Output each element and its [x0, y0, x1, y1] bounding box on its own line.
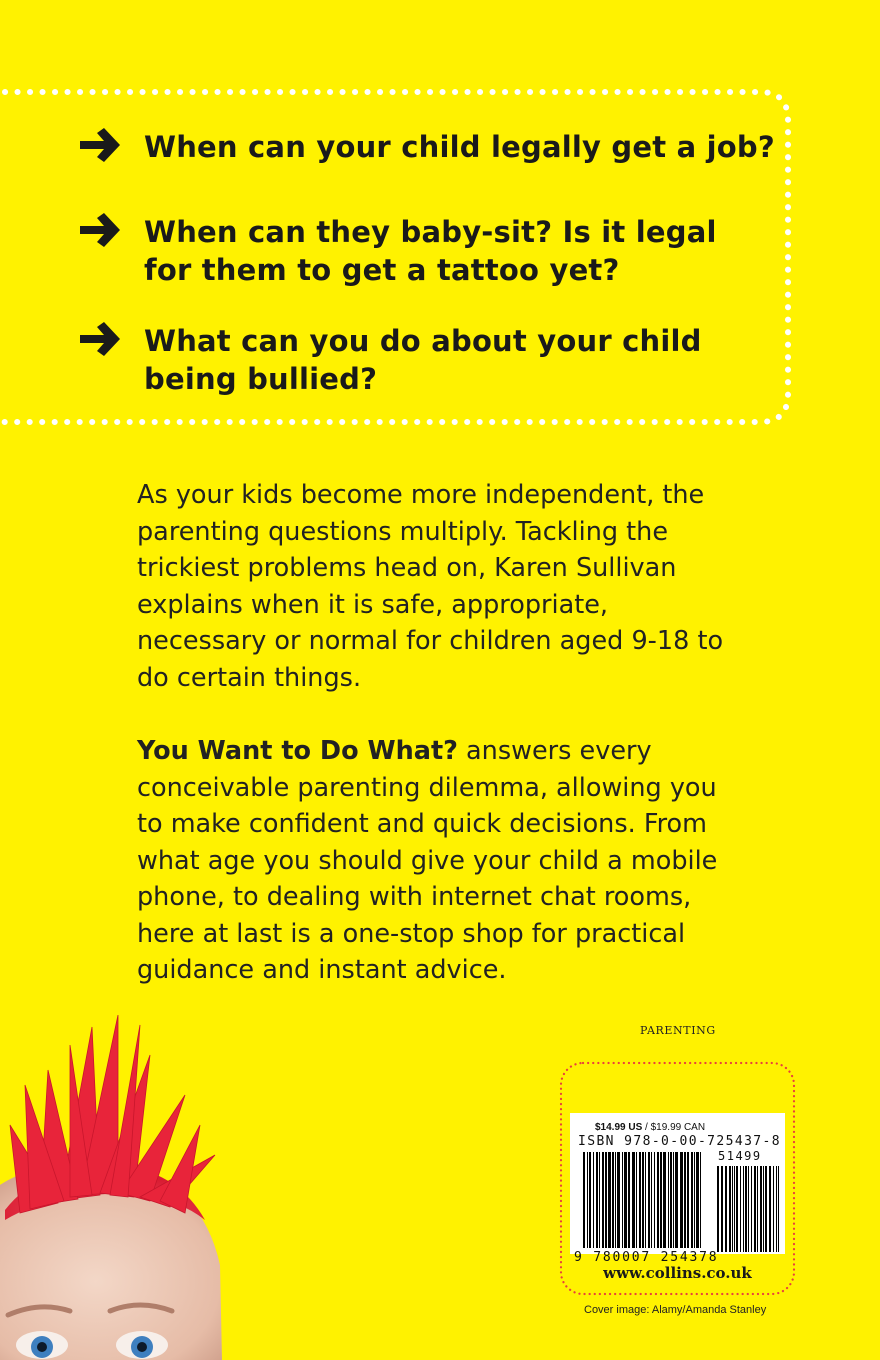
barcode-bar	[668, 1152, 669, 1248]
barcode-addon-bar	[717, 1166, 719, 1252]
isbn-text: ISBN 978-0-00-725437-8	[578, 1134, 781, 1149]
barcode-addon-bar	[748, 1166, 749, 1252]
barcode-bar	[691, 1152, 693, 1248]
barcode-bar	[615, 1152, 616, 1248]
barcode-addon-bar	[736, 1166, 738, 1252]
barcode-bar	[700, 1152, 701, 1248]
cover-image-credit: Cover image: Alamy/Amanda Stanley	[584, 1304, 767, 1316]
barcode-addon-bar	[740, 1166, 741, 1252]
barcode-bar	[636, 1152, 637, 1248]
barcode-addon-bar	[778, 1166, 779, 1252]
barcode-bar	[663, 1152, 666, 1248]
barcode-bar	[639, 1152, 641, 1248]
barcode-bar	[583, 1152, 585, 1248]
barcode-addon-bar	[734, 1166, 735, 1252]
barcode-bar	[670, 1152, 672, 1248]
mohawk-boy-image	[0, 1015, 230, 1360]
price-line	[595, 1122, 705, 1133]
barcode-addon-bar	[721, 1166, 723, 1252]
barcode-bar	[587, 1152, 588, 1248]
barcode-bar	[660, 1152, 662, 1248]
barcode-bar	[673, 1152, 674, 1248]
category-label: PARENTING	[640, 1024, 716, 1037]
barcode-bar	[605, 1152, 607, 1248]
price-addon-code: 51499	[718, 1149, 762, 1163]
barcode-addon-bar	[757, 1166, 758, 1252]
question-item	[78, 213, 778, 289]
barcode-bar	[628, 1152, 630, 1248]
blurb-paragraph-1	[137, 477, 737, 696]
arrow-right-icon	[78, 213, 122, 247]
ean-digits: 9 780007 254378	[574, 1250, 719, 1265]
barcode-bar	[654, 1152, 655, 1248]
barcode-bar	[657, 1152, 659, 1248]
barcode-bars	[583, 1152, 783, 1252]
question-text: When can they baby-sit? Is it legal for them to get a tattoo yet?	[144, 215, 717, 287]
blurb-text: As your kids become more independent, the parenting questions multiply. Tackling the trickiest problems head on, Karen Sullivan explains when it is safe, appropriate, necessary or normal for children aged 9-18 to do certain things.	[137, 480, 724, 693]
barcode-addon-bar	[729, 1166, 731, 1252]
barcode-bar	[593, 1152, 594, 1248]
barcode-addon-bar	[751, 1166, 752, 1252]
barcode-addon-bar	[769, 1166, 771, 1252]
question-text: When can your child legally get a job?	[144, 130, 775, 164]
barcode-bar	[645, 1152, 646, 1248]
barcode-bar	[684, 1152, 686, 1248]
barcode-addon-bar	[732, 1166, 733, 1252]
barcode-bar	[694, 1152, 695, 1248]
barcode-addon-bar	[760, 1166, 762, 1252]
barcode-bar	[680, 1152, 683, 1248]
barcode-bar	[589, 1152, 591, 1248]
barcode-bar	[624, 1152, 627, 1248]
blurb-text-rest: answers every conceivable parenting dilemma, allowing you to make confident and quick decisions. From what age you should give your child a mobile phone, to dealing with internet chat rooms, here at last is a one-stop shop for practical guidance and instant advice.	[137, 736, 718, 985]
barcode-bar	[617, 1152, 620, 1248]
question-item	[78, 322, 778, 398]
barcode-addon-bar	[773, 1166, 774, 1252]
barcode-bar	[612, 1152, 614, 1248]
barcode-addon-bar	[765, 1166, 767, 1252]
barcode-addon-bar	[745, 1166, 747, 1252]
barcode-addon-bar	[763, 1166, 764, 1252]
barcode-bar	[696, 1152, 699, 1248]
barcode-bar	[642, 1152, 644, 1248]
barcode-bar	[599, 1152, 600, 1248]
barcode-bar	[632, 1152, 635, 1248]
barcode-bar	[608, 1152, 611, 1248]
barcode-addon-bar	[743, 1166, 744, 1252]
blurb-text	[137, 733, 727, 989]
barcode-bar	[602, 1152, 604, 1248]
blurb-paragraph-2	[137, 733, 727, 989]
price-us: $14.99 US	[595, 1122, 643, 1133]
barcode-bar	[675, 1152, 678, 1248]
question-text: What can you do about your child being bullied?	[144, 324, 702, 396]
barcode-bar	[596, 1152, 598, 1248]
arrow-right-icon	[78, 128, 122, 162]
barcode-bar	[622, 1152, 623, 1248]
barcode-bar	[687, 1152, 689, 1248]
barcode-addon-bar	[754, 1166, 756, 1252]
price-can: / $19.99 CAN	[642, 1122, 706, 1133]
book-title: You Want to Do What?	[137, 736, 458, 766]
arrow-right-icon	[78, 322, 122, 356]
barcode-bar	[651, 1152, 652, 1248]
question-item	[78, 128, 778, 166]
barcode-addon-bar	[725, 1166, 727, 1252]
barcode-bar	[648, 1152, 650, 1248]
publisher-website: www.collins.co.uk	[603, 1264, 752, 1282]
barcode-addon-bar	[776, 1166, 777, 1252]
